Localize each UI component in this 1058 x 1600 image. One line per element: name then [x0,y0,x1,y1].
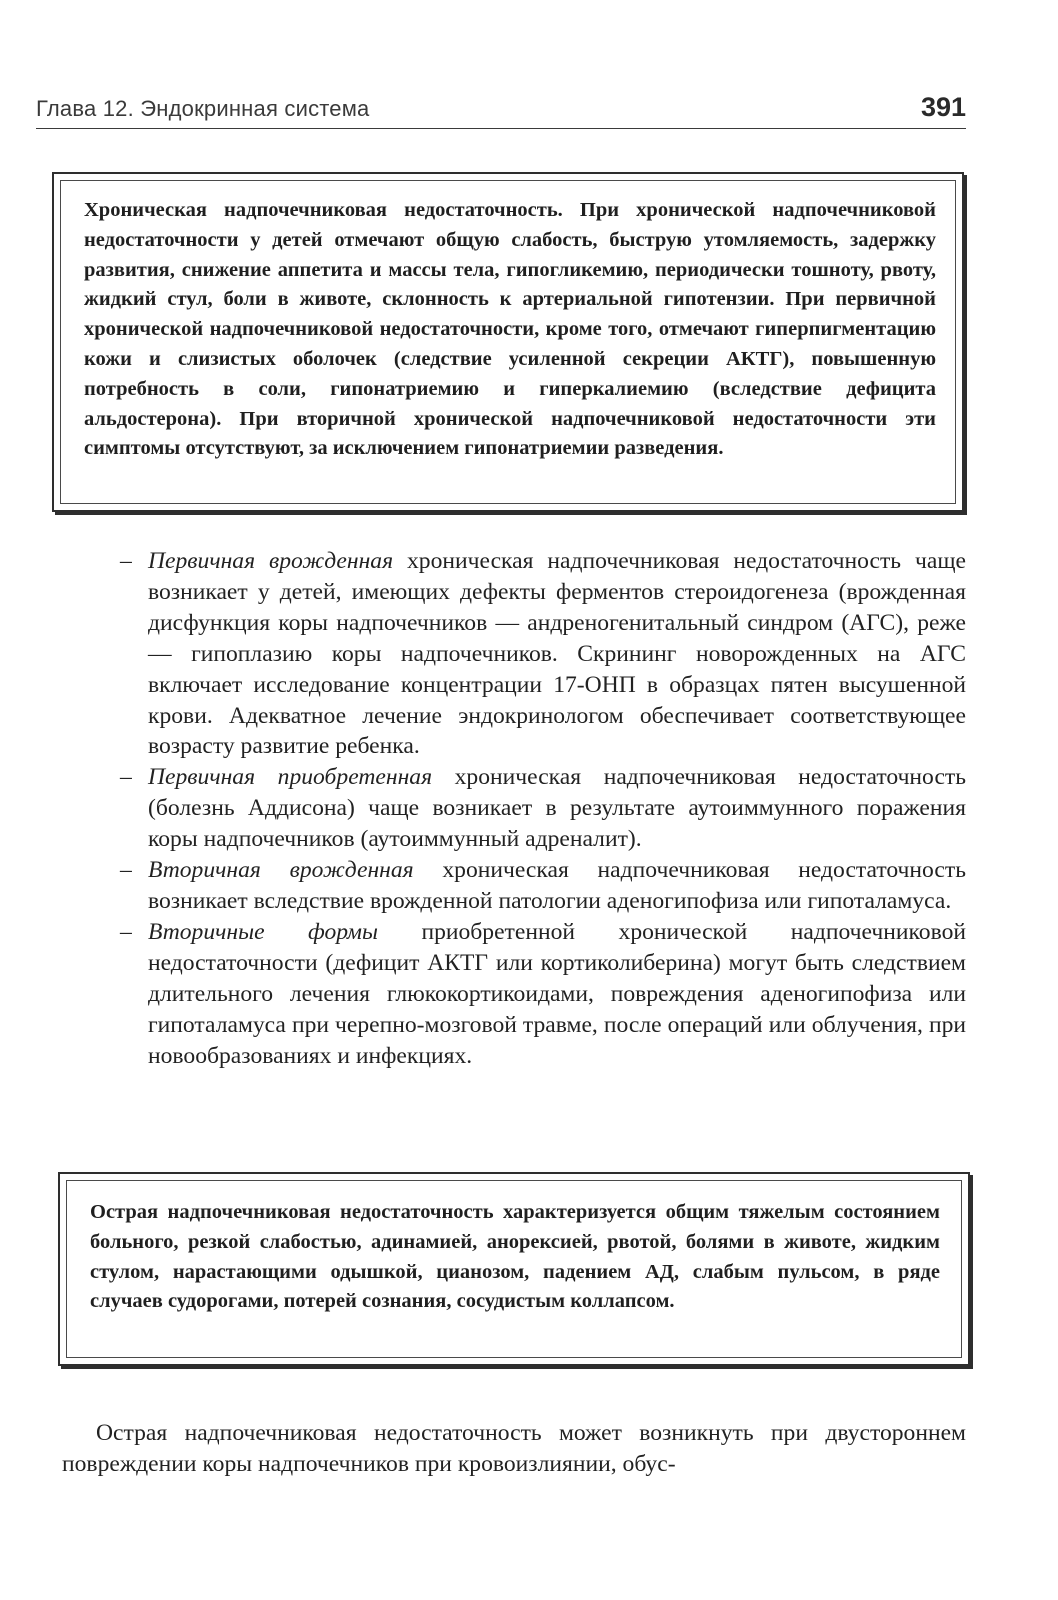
list-item-text: приобретенной хронической надпочечниковой недостаточности (дефицит АКТГ или кортиколиберина) могут быть следствием длительного лечения глюкокортикоидами, повреждения аденогипофиза или гипоталамуса при черепно-мозговой травме, после операций или облучения, при новообразованиях и инфекциях. [148,918,966,1069]
running-header [36,88,966,129]
list-item [118,546,966,762]
list-dash: – [120,548,132,574]
list-item-text: хроническая надпочечниковая недостаточность возникает вследствие врожденной патологии аденогипофиза или гипоталамуса. [148,857,966,914]
list-item-text: хроническая надпочечниковая недостаточность (болезнь Аддисона) чаще возникает в результате аутоиммунного поражения коры надпочечников (аутоиммунный адреналит). [148,764,966,853]
list-item [118,855,966,917]
closing-paragraph: Острая надпочечниковая недостаточность может возникнуть при двустороннем повреждении коры надпочечников при кровоизлиянии, обус- [62,1420,966,1477]
list-item-text: хроническая надпочечниковая недостаточность чаще возникает у детей, имеющих дефекты ферментов стероидогенеза (врожденная дисфункция коры надпочечников — андреногенитальный синдром (АГС), реже — гипоплазию коры надпочечников. Скрининг новорожденных на АГС включает исследование концентрации 17-ОНП в образцах пятен высушенной крови. Адекватное лечение эндокринологом обеспечивает соответствующее возрасту развитие ребенка. [148,548,966,760]
list-item-lead: Вторичные формы [148,918,378,945]
list-dash: – [120,918,132,945]
list-item-lead: Первичная приобретенная [148,764,433,791]
acute-insufficiency-text: Острая надпочечниковая недостаточность характеризуется общим тяжелым состоянием больного, резкой слабостью, адинамией, анорексией, рвотой, болями в животе, жидким стулом, нарастающими одышкой, цианозом, падением АД, слабым пульсом, в ряде случаев судорогами, потерей сознания, сосудистым коллапсом. [90,1201,940,1313]
acute-insufficiency-box [58,1172,970,1366]
list-item-lead: Вторичная врожденная [148,857,414,884]
list-dash: – [120,857,132,884]
page-number: 391 [920,92,966,122]
list-item-lead: Первичная врожденная [148,548,394,574]
chapter-title: Глава 12. Эндокринная система [36,96,370,121]
list-dash: – [120,764,132,791]
chronic-insufficiency-text: Хроническая надпочечниковая недостаточность. При хронической надпочечниковой недостаточности у детей отмечают общую слабость, быструю утомляемость, задержку развития, снижение аппетита и массы тела, гипогликемию, периодически тошноту, рвоту, жидкий стул, боли в животе, склонность к артериальной гипотензии. При первичной хронической надпочечниковой недостаточности, кроме того, отмечают гиперпигментацию кожи и слизистых оболочек (следствие усиленной секреции АКТГ), повышенную потребность в соли, гипонатриемию и гиперкалиемию (вследствие дефицита альдостерона). При вторичной хронической надпочечниковой недостаточности эти симптомы отсутствуют, за исключением гипонатриемии разведения. [84,199,936,460]
chronic-insufficiency-box [52,172,964,512]
forms-list [118,546,966,1071]
list-item [118,762,966,855]
list-item [118,917,966,1072]
